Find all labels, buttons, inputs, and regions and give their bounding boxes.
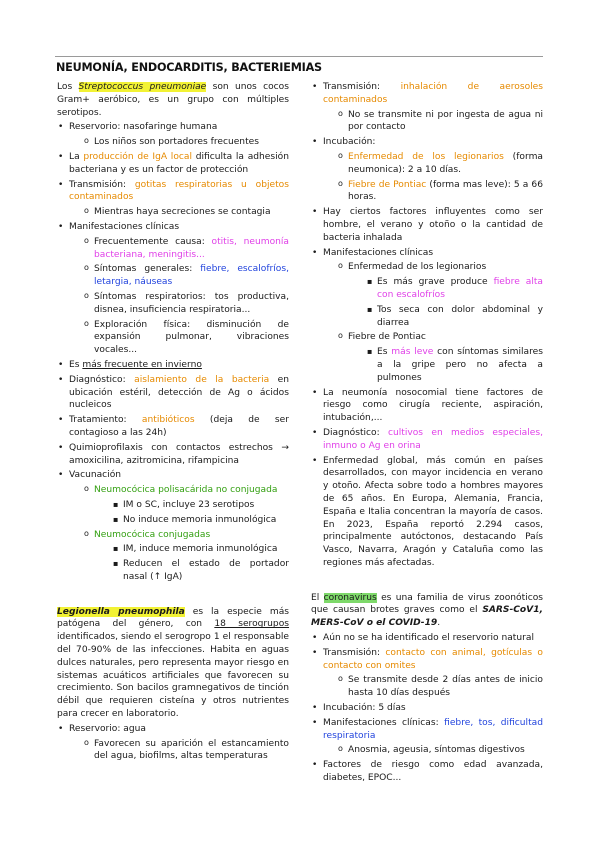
text: Síntomas respiratorios: tos productiva, disnea, insuficiencia respiratoria... bbox=[94, 291, 289, 315]
text: IM o SC, incluye 23 serotipos bbox=[123, 499, 255, 510]
legio-list-left bbox=[57, 723, 289, 763]
text: (forma mas leve): 5 a 66 horas. bbox=[348, 179, 543, 203]
virus-names: SARS-CoV1, MERS-CoV o el COVID-19 bbox=[311, 605, 543, 629]
text: Aún no se ha identificado el reservorio natural bbox=[323, 633, 534, 644]
colored-text: más leve bbox=[391, 347, 434, 358]
list-item bbox=[57, 442, 289, 468]
list-item bbox=[311, 632, 543, 645]
text: es la especie más patógena del género, con bbox=[57, 606, 290, 630]
legio-list-right bbox=[311, 81, 543, 570]
text: No se transmite ni por ingesta de agua ni por contacto bbox=[348, 109, 543, 133]
list-item bbox=[57, 374, 289, 412]
page-title: NEUMONÍA, ENDOCARDITIS, BACTERIEMIAS bbox=[56, 61, 322, 74]
list-item bbox=[83, 236, 289, 262]
list-item bbox=[311, 136, 543, 149]
list-item bbox=[367, 346, 543, 384]
text: Frecuentemente causa: bbox=[94, 236, 212, 247]
list-item bbox=[57, 179, 289, 205]
list-item bbox=[83, 263, 289, 289]
legio-name-highlight: Legionella pneumophila bbox=[57, 606, 185, 617]
colored-text: Neumocócica polisacárida no conjugada bbox=[94, 485, 278, 496]
text: Transmisión: bbox=[69, 179, 135, 190]
corona-list bbox=[311, 632, 543, 785]
list-item bbox=[367, 304, 543, 330]
text: Quimioprofilaxis con contactos estrechos → amoxicilina, azitromicina, rifampicina bbox=[69, 442, 289, 466]
coronavirus-highlight: coronavirus bbox=[323, 592, 377, 603]
text: Manifestaciones clínicas bbox=[323, 247, 434, 258]
text: (forma neumonica): 2 a 10 días. bbox=[348, 151, 543, 175]
list-item bbox=[83, 291, 289, 317]
text: Enfermedad de los legionarios bbox=[348, 262, 487, 273]
colored-text: producción de IgA local bbox=[83, 151, 192, 162]
text: Transmisión: bbox=[323, 82, 401, 92]
list-item bbox=[311, 647, 543, 673]
strep-name-highlight: Streptococcus pneumoniae bbox=[78, 82, 207, 92]
text: Favorecen su aparición el estancamiento del agua, biofilms, altas temperaturas bbox=[94, 738, 289, 762]
text: en ubicación estéril, detección de Ag o ácidos nucleicos bbox=[69, 374, 289, 411]
list-item bbox=[113, 543, 289, 556]
text: Exploración física: disminución de expansión pulmonar, vibraciones vocales... bbox=[94, 319, 289, 356]
text: . bbox=[437, 618, 441, 629]
legio-intro bbox=[57, 606, 289, 721]
text: Transmisión: bbox=[323, 647, 386, 658]
text: Manifestaciones clínicas: bbox=[323, 717, 445, 728]
text: Diagnóstico: bbox=[323, 427, 388, 438]
text: Anosmia, ageusia, síntomas digestivos bbox=[348, 745, 525, 756]
text: Los bbox=[57, 82, 79, 92]
list-item bbox=[311, 455, 543, 570]
list-item bbox=[311, 702, 543, 715]
text: La bbox=[69, 151, 84, 162]
text: Reservorio: nasofaringe humana bbox=[69, 122, 218, 133]
list-item bbox=[57, 414, 289, 440]
text: son unos cocos Gram+ aeróbico, es un grupo con múltiples serotipos. bbox=[57, 82, 289, 118]
list-item bbox=[83, 529, 289, 542]
list-item bbox=[311, 759, 543, 785]
underlined-text: 18 serogrupos bbox=[214, 619, 290, 630]
list-item bbox=[83, 206, 289, 219]
colored-text: antibióticos bbox=[141, 415, 195, 426]
text: identificados, siendo el serogropo 1 el responsable del 70-90% de las infecciones. Habita en aguas dulces naturales, pero representa mayor riesgo en sistemas acuáticos artificiales que favorecen su crecimiento. Son bacilos gramnegativos de tinción débil que requieren cisteína y otros nutrientes para crecer en laboratorio. bbox=[57, 632, 289, 720]
corona-intro bbox=[311, 592, 543, 630]
list-item bbox=[367, 276, 543, 302]
list-item bbox=[311, 427, 543, 453]
list-item bbox=[311, 717, 543, 743]
list-item bbox=[83, 136, 289, 149]
colored-text: fiebre alta con escalofríos bbox=[377, 277, 544, 300]
list-item bbox=[337, 674, 543, 700]
text: (deja de ser contagioso a las 24h) bbox=[69, 415, 289, 438]
text: Incubación: bbox=[323, 137, 376, 148]
list-item bbox=[83, 484, 289, 497]
list-item bbox=[311, 387, 543, 425]
colored-text: contacto con animal, gotículas o contacto con omites bbox=[323, 647, 543, 671]
underlined-text: más frecuente en invierno bbox=[82, 359, 202, 370]
list-item bbox=[57, 221, 289, 234]
colored-text: fiebre, tos, dificultad respiratoria bbox=[323, 717, 543, 741]
colored-text: Neumocócica conjugadas bbox=[94, 529, 211, 540]
list-item bbox=[113, 514, 289, 527]
strep-list bbox=[57, 121, 289, 583]
text: es una familia de virus zoonóticos que causan brotes graves como el bbox=[311, 592, 543, 616]
text: Manifestaciones clínicas bbox=[69, 221, 180, 232]
text: Síntomas generales: bbox=[94, 264, 201, 275]
right-column bbox=[311, 81, 543, 787]
list-item bbox=[57, 151, 289, 177]
text: Fiebre de Pontiac bbox=[348, 332, 426, 343]
list-item bbox=[337, 151, 543, 177]
colored-text: aislamiento de la bacteria bbox=[134, 374, 270, 385]
text: Vacunación bbox=[69, 470, 122, 481]
list-item bbox=[57, 359, 289, 372]
list-item bbox=[113, 499, 289, 512]
text: Es bbox=[69, 359, 83, 370]
text: Enfermedad global, más común en países desarrollados, con mayor incidencia en verano y otoño. Afecta sobre todo a hombres mayores de 65 años. En Europa, Alemania, Francia, España e Italia concentran la mayoría de casos. En 2023, España reportó 2.294 casos, principalmente autóctonos, destacando País Vasco, Navarra, Aragón y Cataluña como las regiones más afectadas. bbox=[323, 455, 543, 568]
list-item bbox=[57, 121, 289, 134]
list-item bbox=[311, 81, 543, 107]
list-item bbox=[113, 558, 289, 584]
header-rule bbox=[55, 56, 543, 57]
text: Factores de riesgo como edad avanzada, diabetes, EPOC... bbox=[323, 760, 543, 784]
list-item bbox=[337, 261, 543, 274]
list-item bbox=[311, 247, 543, 260]
text: Incubación: 5 días bbox=[323, 703, 406, 714]
colored-text: cultivos en medios especiales, inmuno o Ag en orina bbox=[323, 427, 543, 451]
left-column bbox=[57, 81, 289, 765]
text: Tratamiento: bbox=[69, 415, 142, 426]
text: Es bbox=[377, 347, 392, 358]
list-item bbox=[337, 179, 543, 205]
text: Es más grave produce bbox=[377, 277, 494, 288]
text: El bbox=[311, 592, 324, 603]
text: Mientras haya secreciones se contagia bbox=[94, 207, 271, 218]
text: Diagnóstico: bbox=[69, 374, 135, 385]
colored-text: fiebre, escalofríos, letargia, náuseas bbox=[94, 264, 289, 288]
colored-text: inhalación de aerosoles contaminados bbox=[323, 82, 543, 105]
list-item bbox=[57, 723, 289, 736]
text: Tos seca con dolor abdominal y diarrea bbox=[377, 304, 543, 328]
list-item bbox=[311, 206, 543, 244]
colored-text: otitis, neumonía bacteriana, meningitis... bbox=[94, 236, 289, 260]
list-item bbox=[83, 738, 289, 764]
list-item bbox=[337, 744, 543, 757]
text: No induce memoria inmunológica bbox=[123, 514, 277, 525]
colored-text: Fiebre de Pontiac bbox=[348, 179, 427, 190]
text: Los niños son portadores frecuentes bbox=[94, 137, 259, 148]
text: La neumonía nosocomial tiene factores de riesgo como cirugía reciente, aspiración, intubación,... bbox=[323, 387, 543, 424]
text: IM, induce memoria inmunológica bbox=[123, 544, 278, 555]
list-item bbox=[83, 319, 289, 357]
text: dificulta la adhesión bacteriana y es un factor de protección bbox=[69, 151, 289, 175]
text: con síntomas similares a la gripe pero no afecta a pulmones bbox=[377, 347, 543, 383]
text: Se transmite desde 2 días antes de inicio hasta 10 días después bbox=[348, 675, 543, 699]
list-item bbox=[57, 469, 289, 482]
text: Reservorio: agua bbox=[69, 723, 146, 734]
text: Hay ciertos factores influyentes como ser hombre, el verano y otoño o la cantidad de bacteria inhalada bbox=[323, 207, 543, 243]
list-item bbox=[337, 109, 543, 135]
colored-text: gotitas respiratorias u objetos contaminados bbox=[69, 179, 289, 203]
strep-intro bbox=[57, 81, 289, 119]
colored-text: Enfermedad de los legionarios bbox=[348, 151, 504, 162]
text: Reducen el estado de portador nasal (↑ IgA) bbox=[123, 559, 289, 582]
list-item bbox=[337, 331, 543, 344]
